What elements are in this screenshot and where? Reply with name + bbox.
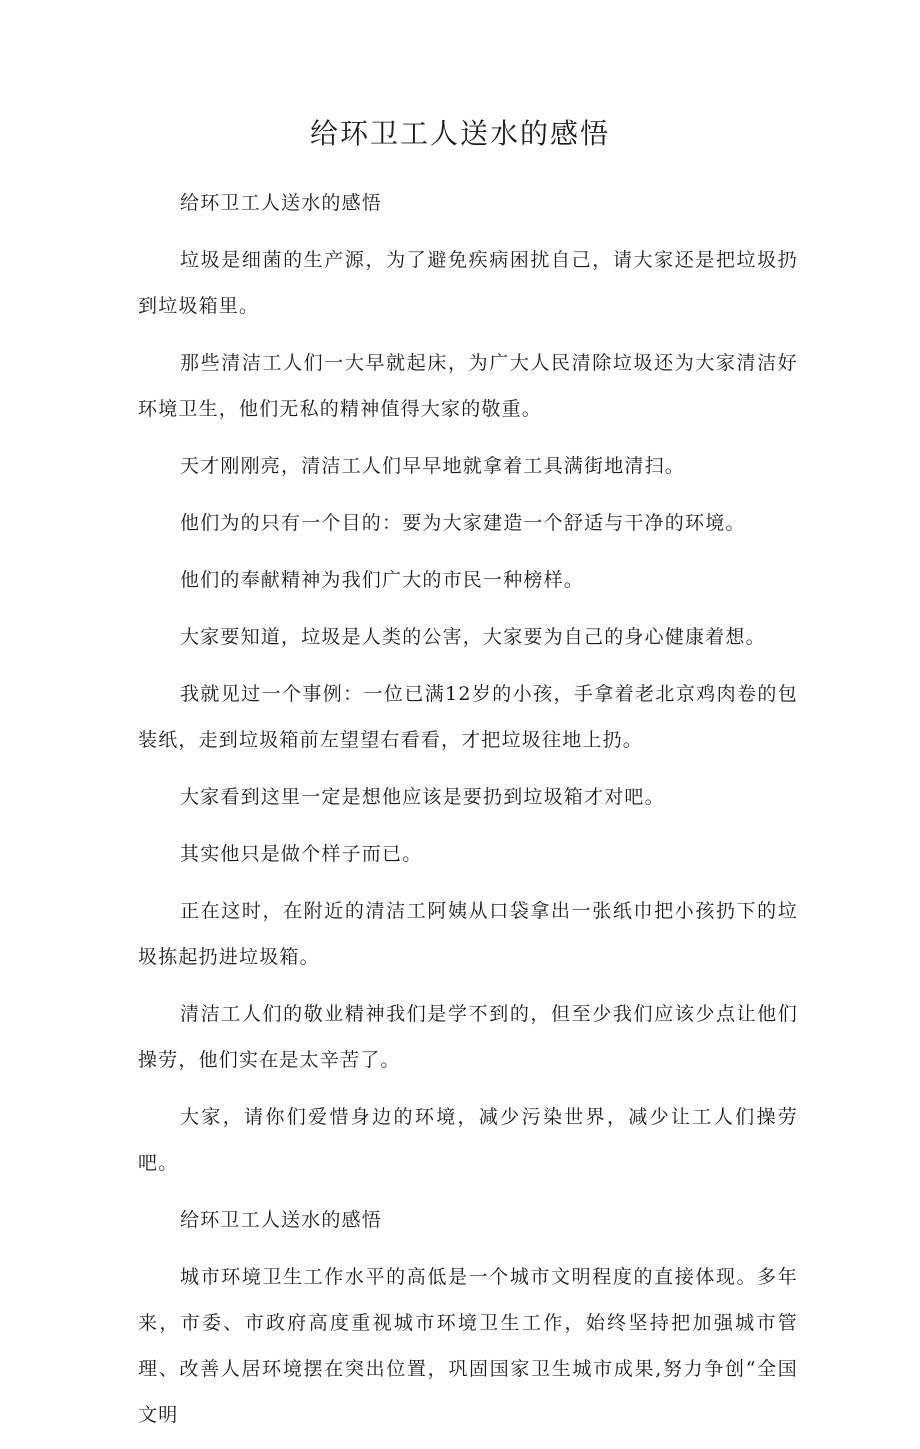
paragraph: 那些清洁工人们一大早就起床，为广大人民清除垃圾还为大家清洁好环境卫生，他们无私的精神值得大家的敬重。 xyxy=(138,352,798,420)
paragraph: 正在这时，在附近的清洁工阿姨从口袋拿出一张纸巾把小孩扔下的垃圾拣起扔进垃圾箱。 xyxy=(138,900,798,968)
paragraph: 垃圾是细菌的生产源，为了避免疾病困扰自己，请大家还是把垃圾扔到垃圾箱里。 xyxy=(138,249,798,317)
paragraph: 天才刚刚亮，清洁工人们早早地就拿着工具满街地清扫。 xyxy=(180,455,686,477)
paragraph: 大家，请你们爱惜身边的环境，减少污染世界，减少让工人们操劳吧。 xyxy=(138,1106,798,1174)
paragraph: 他们的奉献精神为我们广大的市民一种榜样。 xyxy=(180,569,585,591)
paragraph: 他们为的只有一个目的：要为大家建造一个舒适与干净的环境。 xyxy=(180,512,746,534)
paragraph: 大家看到这里一定是想他应该是要扔到垃圾箱才对吧。 xyxy=(180,786,665,808)
paragraph: 给环卫工人送水的感悟 xyxy=(180,192,383,214)
paragraph: 城市环境卫生工作水平的高低是一个城市文明程度的直接体现。多年来，市委、市政府高度重视城市环境卫生工作，始终坚持把加强城市管理、改善人居环境摆在突出位置，巩固国家卫生城市成果,努力争创“全国文明 xyxy=(138,1266,798,1426)
document-title: 给环卫工人送水的感悟 xyxy=(309,117,610,150)
paragraph: 清洁工人们的敬业精神我们是学不到的，但至少我们应该少点让他们操劳，他们实在是太辛苦了。 xyxy=(138,1003,798,1071)
document-body xyxy=(138,180,798,1449)
paragraph: 其实他只是做个样子而已。 xyxy=(180,843,423,865)
paragraph: 给环卫工人送水的感悟 xyxy=(180,1209,383,1231)
paragraph: 大家要知道，垃圾是人类的公害，大家要为自己的身心健康着想。 xyxy=(180,626,766,648)
paragraph: 我就见过一个事例：一位已满12岁的小孩，手拿着老北京鸡肉卷的包装纸，走到垃圾箱前左望望右看看，才把垃圾往地上扔。 xyxy=(138,683,798,751)
